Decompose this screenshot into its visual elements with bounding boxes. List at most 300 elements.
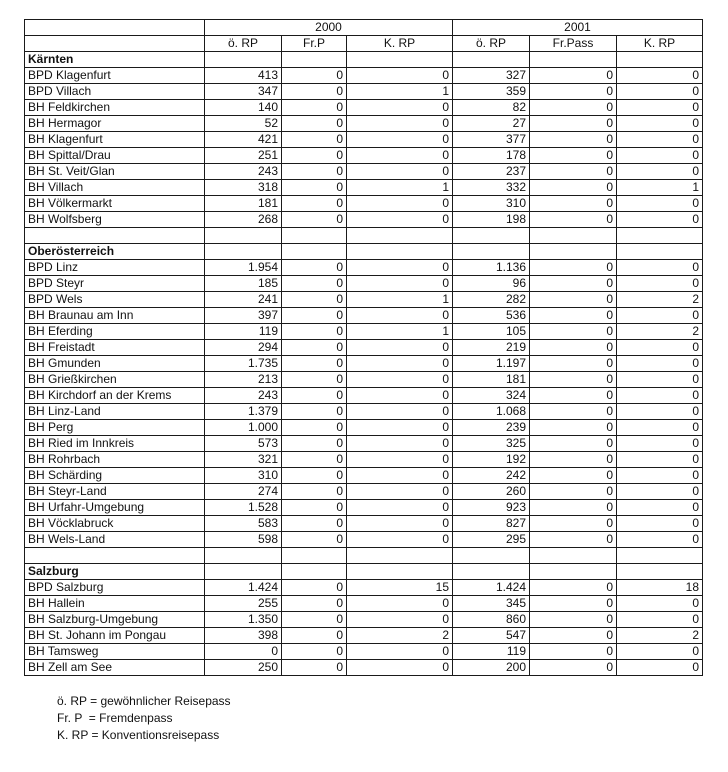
value-oe-rp-2001: 332 [453,180,530,196]
value-fr-p-2000: 0 [282,516,347,532]
value-fr-pass-2001: 0 [530,452,617,468]
group-name: Salzburg [25,564,205,580]
value-k-rp-2000: 0 [347,356,453,372]
value-k-rp-2001: 0 [617,516,703,532]
value-fr-p-2000: 0 [282,596,347,612]
table-row [25,132,703,148]
value-k-rp-2000: 0 [347,196,453,212]
authority-label: BH Grießkirchen [25,372,205,388]
empty-cell [453,52,530,68]
value-oe-rp-2001: 860 [453,612,530,628]
value-k-rp-2000: 0 [347,420,453,436]
value-k-rp-2000: 0 [347,148,453,164]
authority-label: BH Gmunden [25,356,205,372]
value-fr-pass-2001: 0 [530,292,617,308]
value-oe-rp-2001: 237 [453,164,530,180]
value-k-rp-2001: 0 [617,612,703,628]
value-oe-rp-2000: 243 [205,388,282,404]
value-k-rp-2001: 0 [617,436,703,452]
value-oe-rp-2001: 923 [453,500,530,516]
value-oe-rp-2001: 260 [453,484,530,500]
passport-statistics-table [24,19,703,676]
value-oe-rp-2000: 1.735 [205,356,282,372]
value-oe-rp-2000: 251 [205,148,282,164]
group-header-row [25,52,703,68]
value-oe-rp-2001: 200 [453,660,530,676]
value-fr-pass-2001: 0 [530,580,617,596]
value-oe-rp-2000: 243 [205,164,282,180]
value-k-rp-2001: 0 [617,468,703,484]
value-oe-rp-2000: 268 [205,212,282,228]
empty-cell [617,52,703,68]
value-fr-p-2000: 0 [282,644,347,660]
value-fr-p-2000: 0 [282,484,347,500]
group-header-row [25,244,703,260]
empty-cell [530,52,617,68]
value-fr-pass-2001: 0 [530,276,617,292]
authority-label: BH Tamsweg [25,644,205,660]
table-row [25,628,703,644]
value-fr-pass-2001: 0 [530,404,617,420]
table-row [25,324,703,340]
authority-label: BH Kirchdorf an der Krems [25,388,205,404]
table-row [25,404,703,420]
value-k-rp-2000: 0 [347,212,453,228]
value-fr-p-2000: 0 [282,580,347,596]
value-k-rp-2000: 0 [347,596,453,612]
value-oe-rp-2000: 421 [205,132,282,148]
empty-cell [617,228,703,244]
value-fr-pass-2001: 0 [530,84,617,100]
value-oe-rp-2000: 185 [205,276,282,292]
value-k-rp-2000: 0 [347,436,453,452]
value-oe-rp-2001: 282 [453,292,530,308]
value-k-rp-2000: 0 [347,276,453,292]
value-fr-p-2000: 0 [282,404,347,420]
value-k-rp-2000: 0 [347,516,453,532]
legend-item-k-rp: K. RP = Konventionsreisepass [57,728,220,742]
value-k-rp-2001: 0 [617,84,703,100]
value-k-rp-2001: 0 [617,404,703,420]
column-header-k-rp-2000: K. RP [347,36,453,52]
value-k-rp-2000: 0 [347,372,453,388]
value-fr-p-2000: 0 [282,164,347,180]
value-oe-rp-2000: 413 [205,68,282,84]
empty-cell [530,564,617,580]
table-row [25,596,703,612]
value-fr-pass-2001: 0 [530,484,617,500]
value-fr-p-2000: 0 [282,628,347,644]
empty-cell [453,548,530,564]
value-fr-pass-2001: 0 [530,196,617,212]
empty-cell [205,228,282,244]
value-fr-p-2000: 0 [282,468,347,484]
column-header-fr-pass-2001: Fr.Pass [530,36,617,52]
value-k-rp-2000: 0 [347,100,453,116]
value-fr-pass-2001: 0 [530,628,617,644]
empty-cell [282,228,347,244]
empty-cell [617,564,703,580]
table-row [25,340,703,356]
table-row [25,180,703,196]
value-fr-pass-2001: 0 [530,660,617,676]
value-fr-p-2000: 0 [282,292,347,308]
authority-label: BH Wolfsberg [25,212,205,228]
year-header-2001: 2001 [453,20,703,36]
empty-cell [205,244,282,260]
spacer-row [25,228,703,244]
table-row [25,276,703,292]
value-fr-p-2000: 0 [282,196,347,212]
value-oe-rp-2000: 241 [205,292,282,308]
column-header-k-rp-2001: K. RP [617,36,703,52]
value-k-rp-2000: 0 [347,644,453,660]
value-fr-pass-2001: 0 [530,436,617,452]
authority-label: BH Völkermarkt [25,196,205,212]
value-k-rp-2000: 0 [347,500,453,516]
group-header-row [25,564,703,580]
value-oe-rp-2001: 1.424 [453,580,530,596]
value-fr-p-2000: 0 [282,436,347,452]
value-oe-rp-2000: 0 [205,644,282,660]
value-k-rp-2001: 1 [617,180,703,196]
legend-item-fr-p: Fr. P = Fremdenpass [57,711,173,725]
value-fr-p-2000: 0 [282,660,347,676]
value-oe-rp-2001: 359 [453,84,530,100]
value-oe-rp-2001: 1.197 [453,356,530,372]
value-oe-rp-2001: 377 [453,132,530,148]
authority-label: BH Linz-Land [25,404,205,420]
value-fr-p-2000: 0 [282,308,347,324]
value-oe-rp-2000: 1.528 [205,500,282,516]
value-fr-pass-2001: 0 [530,500,617,516]
empty-cell [205,548,282,564]
value-fr-pass-2001: 0 [530,372,617,388]
value-k-rp-2000: 0 [347,116,453,132]
value-oe-rp-2000: 310 [205,468,282,484]
value-fr-pass-2001: 0 [530,68,617,84]
value-oe-rp-2000: 1.954 [205,260,282,276]
value-oe-rp-2001: 1.136 [453,260,530,276]
value-oe-rp-2000: 274 [205,484,282,500]
empty-cell [530,548,617,564]
value-fr-p-2000: 0 [282,356,347,372]
value-k-rp-2001: 0 [617,308,703,324]
value-k-rp-2001: 0 [617,68,703,84]
table-row [25,436,703,452]
value-oe-rp-2001: 119 [453,644,530,660]
value-oe-rp-2000: 1.379 [205,404,282,420]
value-k-rp-2000: 1 [347,84,453,100]
authority-label: BH Braunau am Inn [25,308,205,324]
empty-cell [453,228,530,244]
value-fr-p-2000: 0 [282,420,347,436]
value-k-rp-2001: 0 [617,276,703,292]
value-k-rp-2001: 0 [617,484,703,500]
table-row [25,308,703,324]
table-row [25,580,703,596]
table-row [25,452,703,468]
value-oe-rp-2001: 295 [453,532,530,548]
value-oe-rp-2001: 324 [453,388,530,404]
table-row [25,292,703,308]
value-oe-rp-2001: 327 [453,68,530,84]
value-k-rp-2000: 1 [347,180,453,196]
empty-cell [617,548,703,564]
value-fr-p-2000: 0 [282,276,347,292]
value-oe-rp-2001: 105 [453,324,530,340]
value-oe-rp-2000: 318 [205,180,282,196]
value-k-rp-2001: 0 [617,660,703,676]
value-oe-rp-2001: 325 [453,436,530,452]
value-fr-pass-2001: 0 [530,308,617,324]
value-oe-rp-2001: 1.068 [453,404,530,420]
authority-label: BH Zell am See [25,660,205,676]
value-oe-rp-2000: 250 [205,660,282,676]
value-fr-pass-2001: 0 [530,420,617,436]
value-oe-rp-2000: 213 [205,372,282,388]
value-k-rp-2000: 0 [347,404,453,420]
column-header-fr-p-2000: Fr.P [282,36,347,52]
authority-label: BH Spittal/Drau [25,148,205,164]
value-k-rp-2001: 0 [617,420,703,436]
empty-cell [347,548,453,564]
authority-label: BH St. Veit/Glan [25,164,205,180]
value-k-rp-2001: 0 [617,500,703,516]
table-row [25,356,703,372]
value-oe-rp-2001: 547 [453,628,530,644]
authority-label: BH Hermagor [25,116,205,132]
value-fr-pass-2001: 0 [530,532,617,548]
value-oe-rp-2000: 1.000 [205,420,282,436]
value-k-rp-2001: 0 [617,196,703,212]
value-fr-p-2000: 0 [282,612,347,628]
empty-cell [25,228,205,244]
value-fr-p-2000: 0 [282,84,347,100]
value-fr-p-2000: 0 [282,100,347,116]
table-row [25,260,703,276]
table-row [25,372,703,388]
empty-cell [347,244,453,260]
table-row [25,100,703,116]
value-fr-pass-2001: 0 [530,116,617,132]
group-name: Kärnten [25,52,205,68]
value-fr-p-2000: 0 [282,132,347,148]
table-row [25,388,703,404]
value-k-rp-2000: 0 [347,308,453,324]
value-oe-rp-2001: 192 [453,452,530,468]
table-row [25,500,703,516]
value-k-rp-2000: 0 [347,612,453,628]
value-oe-rp-2000: 583 [205,516,282,532]
value-fr-p-2000: 0 [282,260,347,276]
value-fr-pass-2001: 0 [530,212,617,228]
value-fr-pass-2001: 0 [530,468,617,484]
value-oe-rp-2000: 1.350 [205,612,282,628]
column-header-oe-rp-2001: ö. RP [453,36,530,52]
table-row [25,196,703,212]
value-fr-pass-2001: 0 [530,164,617,180]
value-k-rp-2001: 0 [617,532,703,548]
value-fr-p-2000: 0 [282,452,347,468]
empty-cell [453,244,530,260]
spacer-row [25,548,703,564]
table-row [25,420,703,436]
value-k-rp-2000: 0 [347,388,453,404]
table-row [25,612,703,628]
authority-label: BH Vöcklabruck [25,516,205,532]
value-oe-rp-2000: 181 [205,196,282,212]
value-fr-pass-2001: 0 [530,356,617,372]
value-oe-rp-2001: 827 [453,516,530,532]
empty-corner-cell [25,36,205,52]
value-fr-pass-2001: 0 [530,260,617,276]
value-fr-p-2000: 0 [282,68,347,84]
table-row [25,116,703,132]
value-oe-rp-2000: 598 [205,532,282,548]
empty-cell [205,564,282,580]
value-fr-p-2000: 0 [282,388,347,404]
value-k-rp-2001: 2 [617,628,703,644]
authority-label: BH Feldkirchen [25,100,205,116]
value-k-rp-2001: 0 [617,116,703,132]
empty-cell [453,564,530,580]
value-fr-p-2000: 0 [282,500,347,516]
authority-label: BPD Steyr [25,276,205,292]
value-k-rp-2001: 0 [617,132,703,148]
value-oe-rp-2000: 321 [205,452,282,468]
year-header-2000: 2000 [205,20,453,36]
empty-cell [617,244,703,260]
value-oe-rp-2000: 347 [205,84,282,100]
value-oe-rp-2000: 255 [205,596,282,612]
value-oe-rp-2000: 140 [205,100,282,116]
value-k-rp-2001: 0 [617,596,703,612]
value-k-rp-2001: 0 [617,372,703,388]
value-oe-rp-2001: 219 [453,340,530,356]
value-oe-rp-2000: 294 [205,340,282,356]
table-row [25,644,703,660]
value-k-rp-2000: 0 [347,260,453,276]
authority-label: BH Ried im Innkreis [25,436,205,452]
table-row [25,484,703,500]
authority-label: BH Rohrbach [25,452,205,468]
empty-cell [282,244,347,260]
value-fr-p-2000: 0 [282,532,347,548]
value-fr-pass-2001: 0 [530,180,617,196]
value-fr-p-2000: 0 [282,116,347,132]
table-row [25,468,703,484]
empty-cell [347,228,453,244]
value-fr-pass-2001: 0 [530,148,617,164]
value-k-rp-2000: 15 [347,580,453,596]
authority-label: BH St. Johann im Pongau [25,628,205,644]
value-fr-p-2000: 0 [282,148,347,164]
authority-label: BH Schärding [25,468,205,484]
value-fr-pass-2001: 0 [530,644,617,660]
value-fr-p-2000: 0 [282,324,347,340]
value-k-rp-2000: 0 [347,660,453,676]
authority-label: BPD Salzburg [25,580,205,596]
value-fr-pass-2001: 0 [530,388,617,404]
value-k-rp-2000: 2 [347,628,453,644]
value-oe-rp-2001: 198 [453,212,530,228]
column-header-oe-rp-2000: ö. RP [205,36,282,52]
table-row [25,148,703,164]
empty-cell [282,548,347,564]
authority-label: BPD Wels [25,292,205,308]
value-k-rp-2000: 0 [347,484,453,500]
value-oe-rp-2001: 310 [453,196,530,212]
value-oe-rp-2000: 52 [205,116,282,132]
table-row [25,68,703,84]
value-k-rp-2000: 1 [347,292,453,308]
value-fr-p-2000: 0 [282,180,347,196]
value-k-rp-2000: 0 [347,452,453,468]
value-k-rp-2000: 0 [347,68,453,84]
value-fr-p-2000: 0 [282,212,347,228]
table-row [25,660,703,676]
value-fr-p-2000: 0 [282,372,347,388]
authority-label: BH Eferding [25,324,205,340]
value-fr-p-2000: 0 [282,340,347,356]
value-k-rp-2001: 0 [617,212,703,228]
authority-label: BH Hallein [25,596,205,612]
value-k-rp-2000: 1 [347,324,453,340]
empty-cell [530,244,617,260]
value-k-rp-2001: 0 [617,644,703,660]
authority-label: BH Wels-Land [25,532,205,548]
table-row [25,84,703,100]
value-k-rp-2001: 0 [617,452,703,468]
empty-cell [25,548,205,564]
authority-label: BH Perg [25,420,205,436]
value-oe-rp-2000: 398 [205,628,282,644]
value-fr-pass-2001: 0 [530,132,617,148]
authority-label: BPD Linz [25,260,205,276]
legend-item-oe-rp: ö. RP = gewöhnlicher Reisepass [57,694,231,708]
value-oe-rp-2000: 573 [205,436,282,452]
authority-label: BH Urfahr-Umgebung [25,500,205,516]
value-k-rp-2001: 2 [617,324,703,340]
value-k-rp-2001: 18 [617,580,703,596]
value-k-rp-2001: 0 [617,100,703,116]
authority-label: BH Klagenfurt [25,132,205,148]
year-header-row [25,20,703,36]
value-k-rp-2000: 0 [347,340,453,356]
authority-label: BH Freistadt [25,340,205,356]
abbreviation-legend [57,693,231,744]
value-k-rp-2000: 0 [347,532,453,548]
table-row [25,532,703,548]
value-oe-rp-2000: 397 [205,308,282,324]
authority-label: BPD Klagenfurt [25,68,205,84]
value-oe-rp-2001: 536 [453,308,530,324]
value-oe-rp-2001: 82 [453,100,530,116]
value-oe-rp-2001: 181 [453,372,530,388]
empty-cell [347,52,453,68]
value-oe-rp-2001: 96 [453,276,530,292]
value-fr-pass-2001: 0 [530,596,617,612]
value-k-rp-2000: 0 [347,468,453,484]
column-header-row [25,36,703,52]
value-k-rp-2001: 0 [617,260,703,276]
value-oe-rp-2001: 27 [453,116,530,132]
value-fr-pass-2001: 0 [530,612,617,628]
empty-cell [282,564,347,580]
empty-cell [347,564,453,580]
value-k-rp-2001: 2 [617,292,703,308]
